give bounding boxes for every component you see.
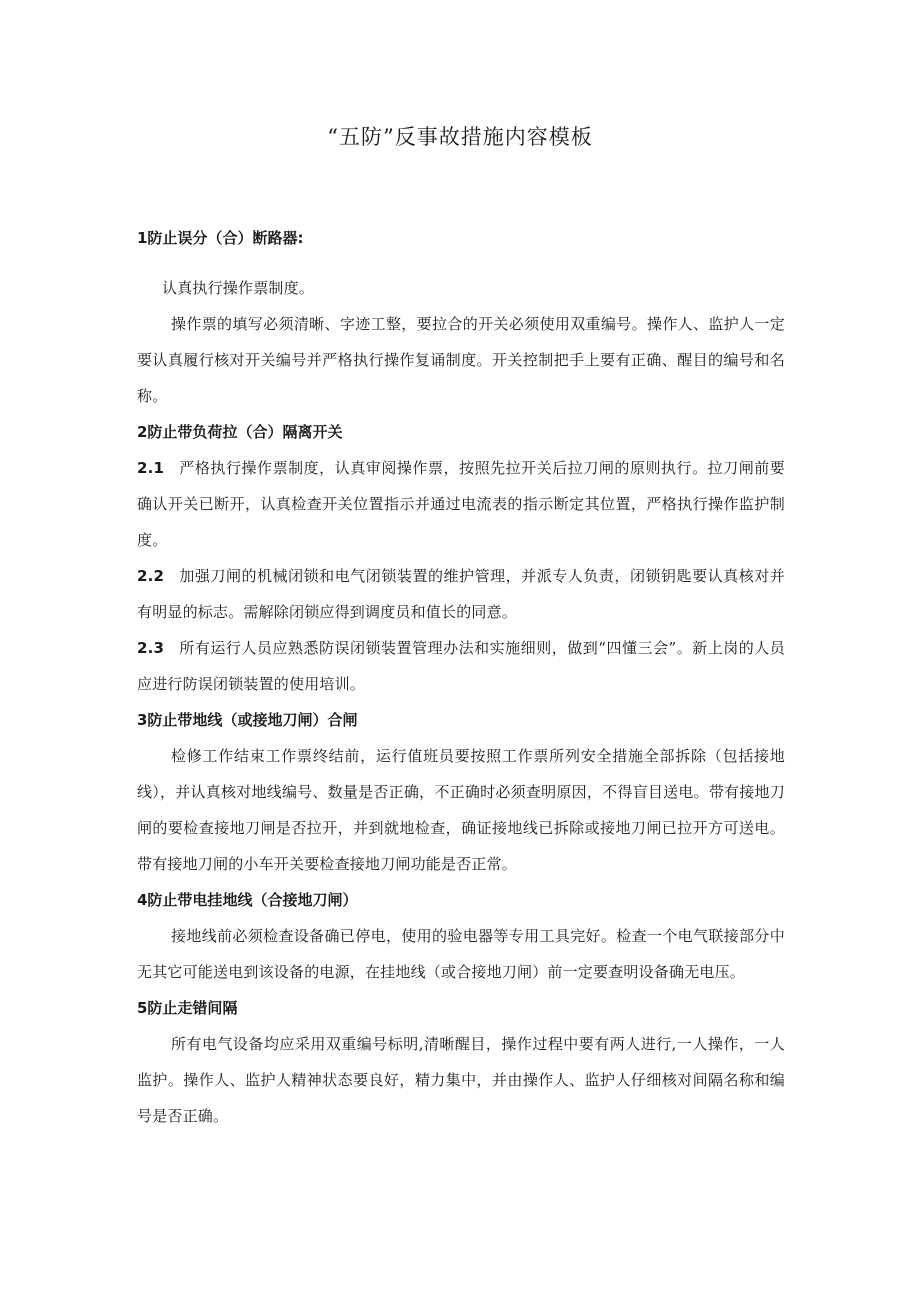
item-text: 加强刀闸的机械闭锁和电气闭锁装置的维护管理，并派专人负责，闭锁钥匙要认真核对并有明显的标志。需解除闭锁应得到调度员和值长的同意。: [137, 567, 785, 621]
section-heading-2: 2防止带负荷拉（合）隔离开关: [137, 423, 343, 441]
section-heading-1: 1防止误分（合）断路器:: [137, 229, 304, 247]
section-5-paragraph-1: 所有电气设备均应采用双重编号标明,清晰醒目，操作过程中要有两人进行,一人操作，一人监护。操作人、监护人精神状态要良好，精力集中，并由操作人、监护人仔细核对间隔名称和编号是否正确。: [137, 1035, 785, 1125]
section-3-paragraph-1: 检修工作结束工作票终结前，运行值班员要按照工作票所列安全措施全部拆除（包括接地线），并认真核对地线编号、数量是否正确，不正确时必须查明原因，不得盲目送电。带有接地刀闸的要检查接地刀闸是否拉开，并到就地检查，确证接地线已拆除或接地刀闸已拉开方可送电。带有接地刀闸的小车开关要检查接地刀闸功能是否正常。: [137, 747, 785, 873]
item-number: 2.2: [137, 567, 165, 585]
document-body: [137, 220, 785, 1134]
item-text: 所有运行人员应熟悉防误闭锁装置管理办法和实施细则，做到“四懂三会”。新上岗的人员应进行防误闭锁装置的使用培训。: [137, 639, 785, 693]
item-number: 2.1: [137, 459, 165, 477]
section-1-paragraph-1: 认真执行操作票制度。: [162, 279, 315, 297]
section-4-paragraph-1: 接地线前必须检查设备确已停电，使用的验电器等专用工具完好。检查一个电气联接部分中无其它可能送电到该设备的电源，在挂地线（或合接地刀闸）前一定要查明设备确无电压。: [137, 927, 785, 981]
document-title: “五防”反事故措施内容模板: [327, 125, 593, 149]
item-number: 2.3: [137, 639, 165, 657]
item-text: 严格执行操作票制度，认真审阅操作票，按照先拉开关后拉刀闸的原则执行。拉刀闸前要确认开关已断开，认真检查开关位置指示并通过电流表的指示断定其位置，严格执行操作监护制度。: [137, 459, 785, 549]
section-2-item-3: [137, 630, 785, 702]
section-2-item-1: [137, 450, 785, 558]
section-2-item-2: [137, 558, 785, 630]
section-heading-3: 3防止带地线（或接地刀闸）合闸: [137, 711, 358, 729]
section-heading-4: 4防止带电挂地线（合接地刀闸）: [137, 891, 358, 909]
section-1-paragraph-2: 操作票的填写必须清晰、字迹工整，要拉合的开关必须使用双重编号。操作人、监护人一定要认真履行核对开关编号并严格执行操作复诵制度。开关控制把手上要有正确、醒目的编号和名称。: [137, 315, 785, 405]
section-heading-5: 5防止走错间隔: [137, 999, 238, 1017]
